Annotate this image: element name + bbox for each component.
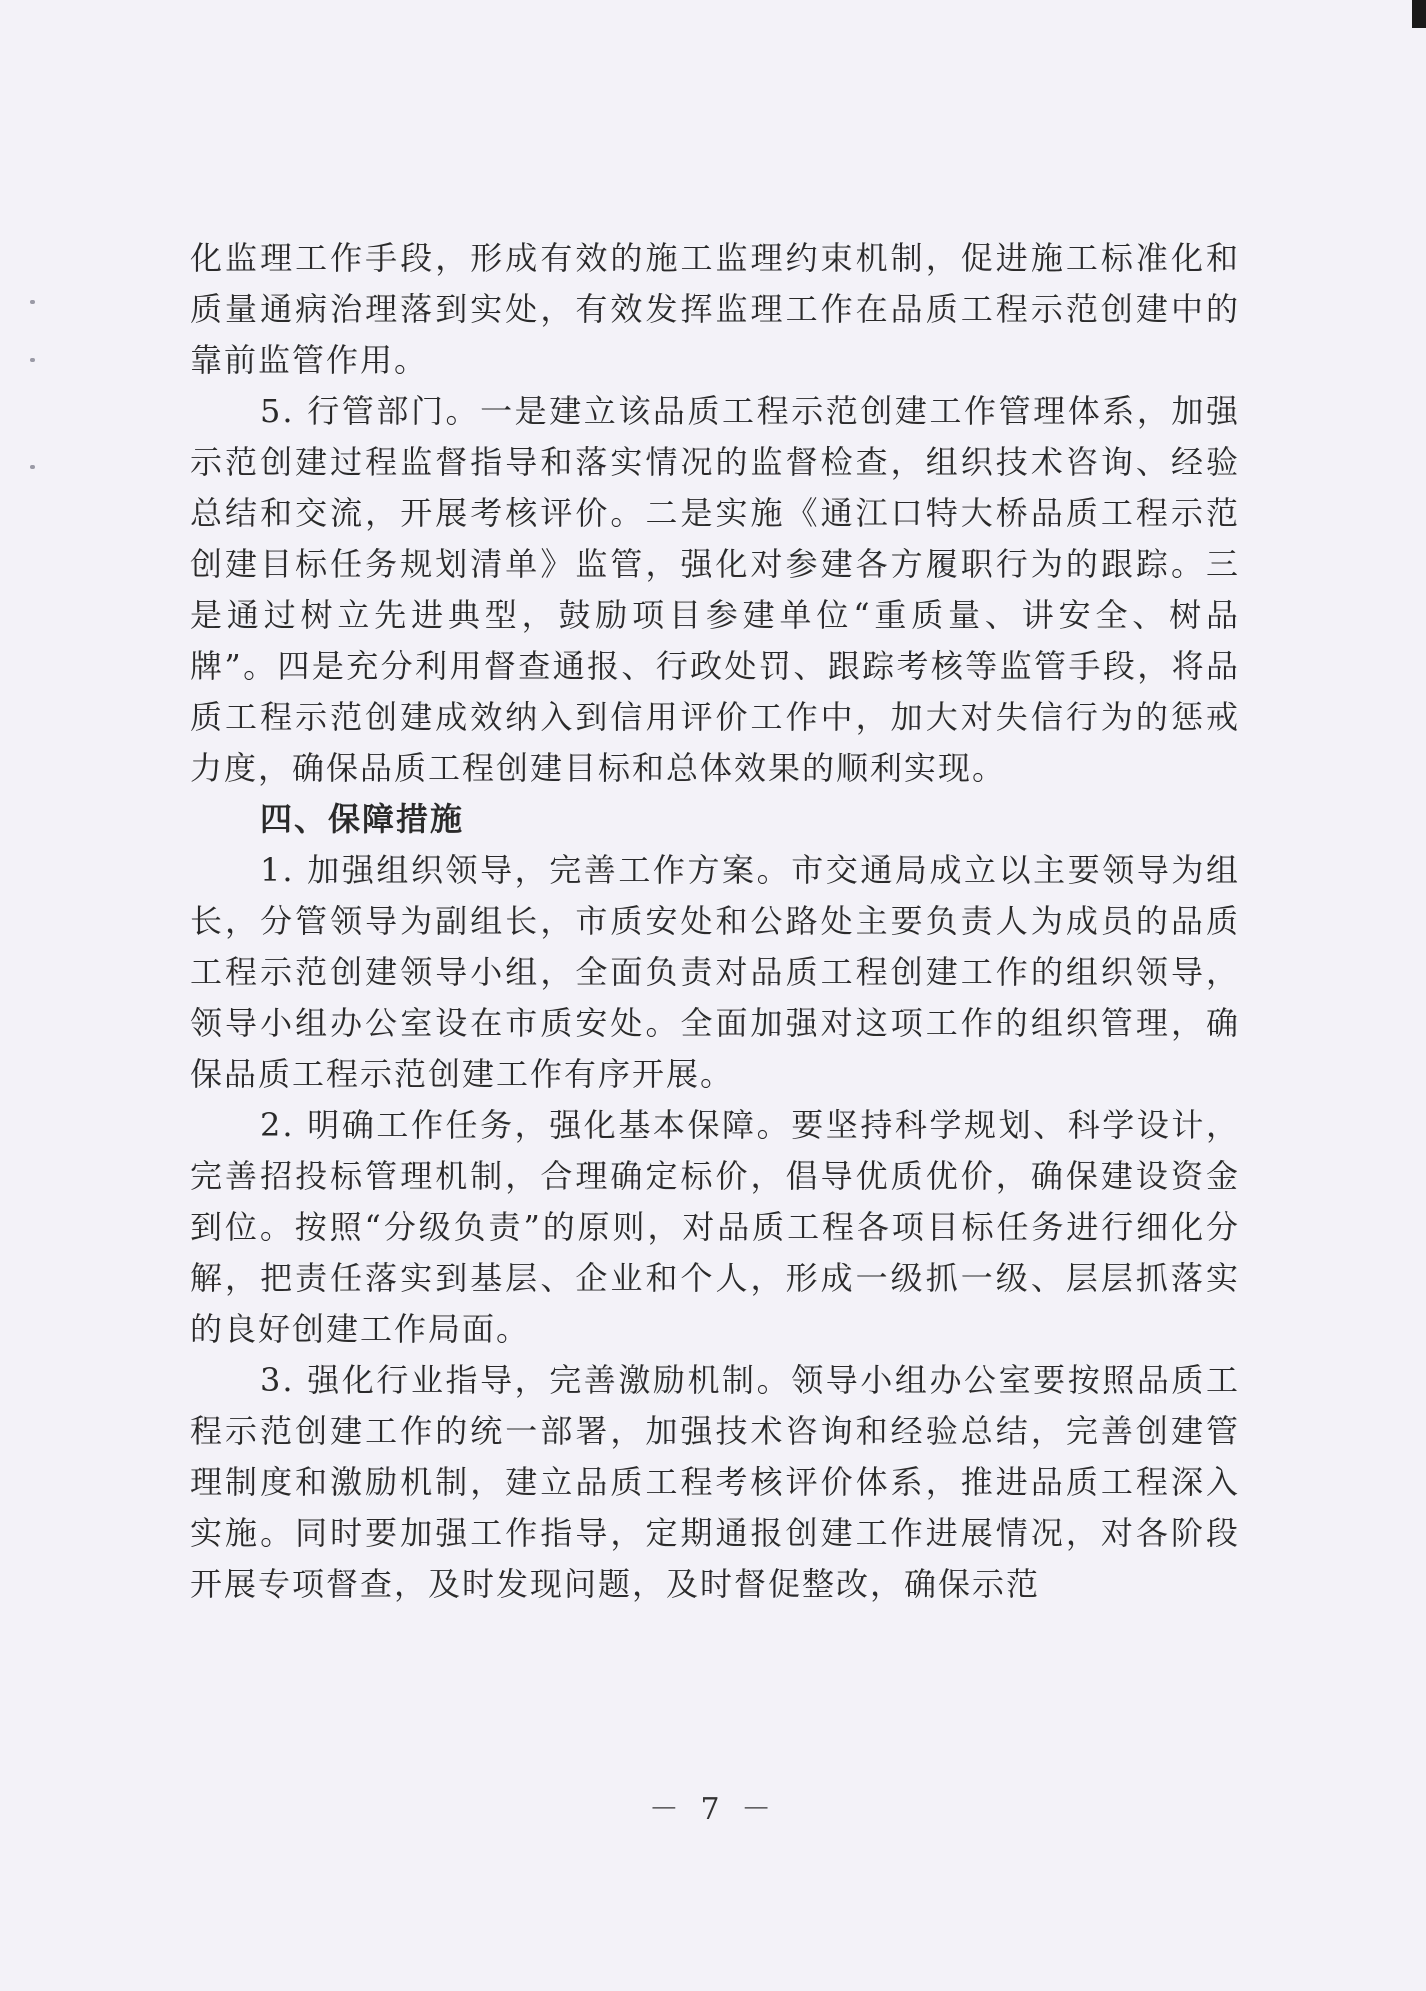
document-page — [190, 233, 1240, 1610]
section-heading: 四、保障措施 — [260, 800, 465, 838]
punch-hole-mark — [30, 358, 35, 362]
punch-hole-mark — [30, 300, 35, 304]
paragraph-continued: 化监理工作手段，形成有效的施工监理约束机制，促进施工标准化和质量通病治理落到实处，有效发挥监理工作在品质工程示范创建中的靠前监管作用。 — [190, 239, 1240, 379]
paragraph-work-tasks: 2. 明确工作任务，强化基本保障。要坚持科学规划、科学设计，完善招投标管理机制，合理确定标价，倡导优质优价，确保建设资金到位。按照“分级负责”的原则，对品质工程各项目标任务进行细化分解，把责任落实到基层、企业和个人，形成一级抓一级、层层抓落实的良好创建工作局面。 — [190, 1106, 1240, 1348]
paragraph-industry-guidance: 3. 强化行业指导，完善激励机制。领导小组办公室要按照品质工程示范创建工作的统一部署，加强技术咨询和经验总结，完善创建管理制度和激励机制，建立品质工程考核评价体系，推进品质工程深入实施。同时要加强工作指导，定期通报创建工作进展情况，对各阶段开展专项督查，及时发现问题，及时督促整改，确保示范 — [190, 1361, 1240, 1603]
paragraph-organization-leadership: 1. 加强组织领导，完善工作方案。市交通局成立以主要领导为组长，分管领导为副组长，市质安处和公路处主要负责人为成员的品质工程示范创建领导小组，全面负责对品质工程创建工作的组织领导，领导小组办公室设在市质安处。全面加强对这项工作的组织管理，确保品质工程示范创建工作有序开展。 — [190, 851, 1240, 1093]
punch-hole-mark — [30, 465, 35, 469]
scan-edge-mark — [1412, 0, 1426, 28]
page-number: － 7 － — [648, 1792, 778, 1827]
paragraph-administration-departments: 5. 行管部门。一是建立该品质工程示范创建工作管理体系，加强示范创建过程监督指导和落实情况的监督检查，组织技术咨询、经验总结和交流，开展考核评价。二是实施《通江口特大桥品质工程示范创建目标任务规划清单》监管，强化对参建各方履职行为的跟踪。三是通过树立先进典型，鼓励项目参建单位“重质量、讲安全、树品牌”。四是充分利用督查通报、行政处罚、跟踪考核等监管手段，将品质工程示范创建成效纳入到信用评价工作中，加大对失信行为的惩戒力度，确保品质工程创建目标和总体效果的顺利实现。 — [190, 392, 1240, 787]
